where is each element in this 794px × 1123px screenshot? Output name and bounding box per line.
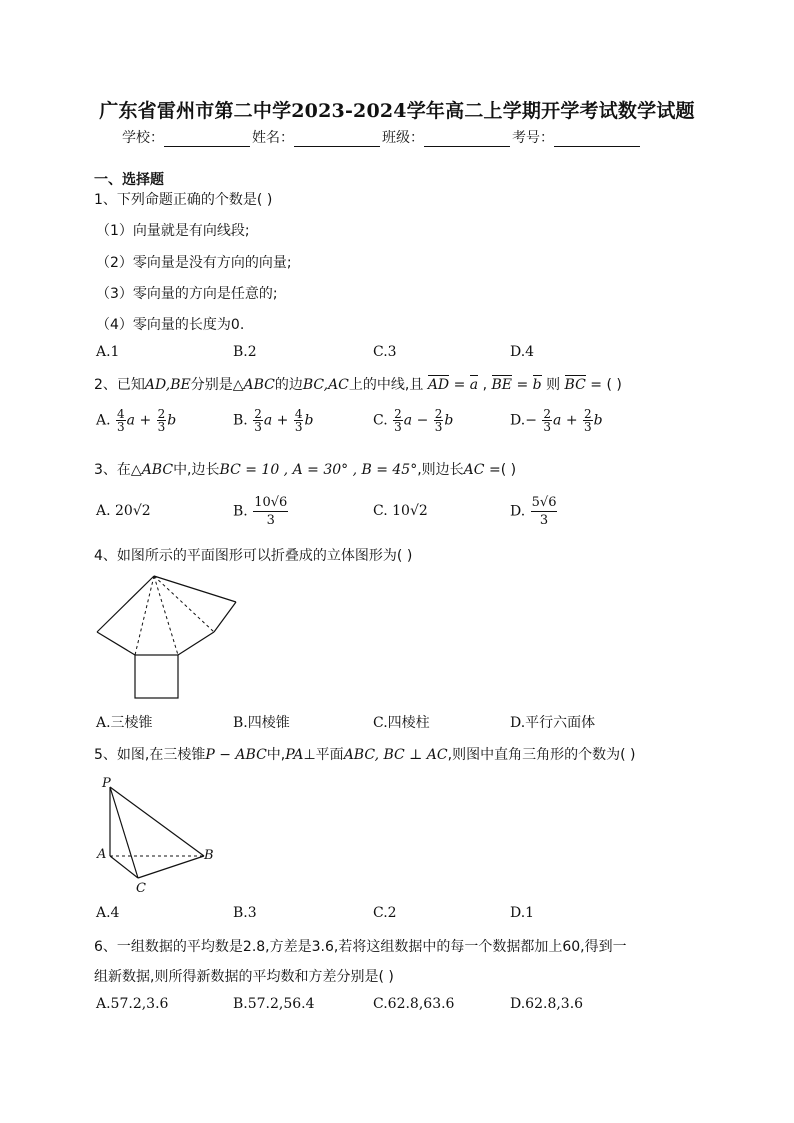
q2-option-c-coef1: $\frac{2}{3}$ <box>394 407 402 434</box>
q2-option-b-op: + <box>276 412 289 429</box>
q2-option-c-var1: a <box>403 412 413 429</box>
q2-vector-be: BE <box>491 377 513 393</box>
q5-option-d[interactable]: D.1 <box>510 905 535 921</box>
q5-stem-end: ,则图中直角三角形的个数为( ) <box>447 747 636 763</box>
q3-stem-mid: 中,边长 <box>173 462 220 478</box>
name-blank[interactable] <box>294 132 380 147</box>
q4-net-fold-line <box>135 576 154 655</box>
q4-net-edge <box>214 602 236 632</box>
q5-label-c: C <box>136 881 146 896</box>
q2-vector-bc: BC <box>564 377 586 393</box>
q2-stem-prefix: 2、已知 <box>94 377 145 393</box>
q6-stem-line1: 6、一组数据的平均数是2.8,方差是3.6,若将这组数据中的每一个数据都加上60,得到一 <box>94 939 627 955</box>
q3-stem-triangle: △ABC <box>130 462 174 478</box>
q3-option-c[interactable] <box>373 503 428 519</box>
q2-option-c[interactable] <box>373 408 453 433</box>
q6-option-c[interactable]: C.62.8,63.6 <box>373 996 455 1012</box>
q3-option-b-label: B. <box>233 503 248 520</box>
q3-option-b[interactable] <box>233 494 289 529</box>
q1-item-1: （1）向量就是有向线段; <box>96 223 250 239</box>
q5-edge-ac <box>110 856 138 878</box>
q3-option-a-value: 20√2 <box>115 503 151 519</box>
q1-option-d[interactable]: D.4 <box>510 344 535 360</box>
q5-edge-pc <box>110 787 138 878</box>
q2-stem-then: 则 <box>546 377 561 393</box>
q5-label-b: B <box>204 848 214 863</box>
school-label: 学校： <box>122 130 164 146</box>
class-label: 班级： <box>382 130 424 146</box>
q5-label-a: A <box>97 847 107 862</box>
q2-option-d-var2: b <box>593 412 603 429</box>
q2-stem-triangle: △ABC <box>232 377 275 393</box>
q2-option-b-var1: a <box>263 412 273 429</box>
class-blank[interactable] <box>424 132 510 147</box>
q2-option-a-var1: a <box>126 412 136 429</box>
q2-stem: 2、已知AD,BE分别是△ABC的边BC,AC上的中线,且 AD = a , BE = b 则 BC = ( ) <box>94 377 622 393</box>
q6-stem-line2: 组新数据,则所得新数据的平均数和方差分别是( ) <box>94 969 394 985</box>
q4-stem: 4、如图所示的平面图形可以折叠成的立体图形为( ) <box>94 548 413 564</box>
q2-option-c-coef2: $\frac{2}{3}$ <box>434 407 443 434</box>
q5-edge-bc <box>138 856 204 878</box>
q1-stem: 1、下列命题正确的个数是( ) <box>94 192 273 208</box>
q2-option-d-coef2: $\frac{2}{3}$ <box>584 407 592 434</box>
q3-stem-prefix: 3、在 <box>94 462 131 478</box>
q2-option-b-label: B. <box>233 412 248 429</box>
q4-option-b[interactable]: B.四棱锥 <box>233 715 290 731</box>
q5-stem-abc: ABC <box>343 747 375 763</box>
q1-option-c[interactable]: C.3 <box>373 344 397 360</box>
q3-stem-end: ,则边长 <box>417 462 464 478</box>
q2-option-d-var1: a <box>553 412 562 429</box>
q3-option-a-label: A. <box>96 503 111 519</box>
q5-pyramid-figure <box>94 772 224 898</box>
q2-option-a-coef2: $\frac{2}{3}$ <box>157 407 166 434</box>
q5-option-c[interactable]: C.2 <box>373 905 397 921</box>
q2-vector-ad: AD <box>427 377 450 393</box>
q2-vector-b: b <box>532 377 542 393</box>
q2-option-a-var2: b <box>167 412 177 429</box>
q2-option-a-coef1: $\frac{4}{3}$ <box>117 407 125 434</box>
q4-net-edge <box>178 632 214 655</box>
q2-stem-mid2: 的边 <box>274 377 303 393</box>
q6-option-d[interactable]: D.62.8,3.6 <box>510 996 584 1012</box>
q4-option-a[interactable]: A.三棱锥 <box>96 715 153 731</box>
q2-option-b-coef1: $\frac{2}{3}$ <box>254 407 262 434</box>
q4-net-edge <box>97 632 135 655</box>
q4-net-fold-line <box>154 576 178 655</box>
q2-option-d-op: + <box>565 412 578 429</box>
q1-option-a[interactable]: A.1 <box>96 344 120 360</box>
q5-option-b[interactable]: B.3 <box>233 905 257 921</box>
q4-net-base-square <box>135 655 178 698</box>
name-label: 姓名： <box>252 130 294 146</box>
q5-stem-prefix: 5、如图,在三棱锥 <box>94 747 206 763</box>
page-title: 广东省雷州市第二中学2023-2024学年高二上学期开学考试数学试题 <box>99 100 695 122</box>
q6-option-b[interactable]: B.57.2,56.4 <box>233 996 315 1012</box>
q3-stem-conditions: BC = 10 , A = 30° , B = 45° <box>219 462 418 478</box>
q2-vector-a: a <box>469 377 479 393</box>
school-blank[interactable] <box>164 132 250 147</box>
q2-option-d-label: D. <box>510 412 526 429</box>
q5-stem-pyramid: P − ABC <box>205 747 267 763</box>
q4-net-figure <box>94 573 244 703</box>
q3-option-b-fraction: $\frac{10√6}{3}$ <box>254 495 288 528</box>
q4-net-edge <box>97 576 154 632</box>
q2-stem-medians: AD,BE <box>144 377 191 393</box>
q4-net-edge <box>154 576 236 602</box>
q5-edge-pb <box>110 787 204 856</box>
q2-option-b[interactable] <box>233 408 313 433</box>
q1-item-4: （4）零向量的长度为0. <box>96 317 245 333</box>
q2-stem-sides: BC,AC <box>302 377 349 393</box>
q5-stem-mid2: ⊥平面 <box>303 747 344 763</box>
section-heading: 一、选择题 <box>94 172 164 188</box>
q3-stem-paren: ( ) <box>500 462 517 478</box>
q3-option-c-value: 10√2 <box>392 503 428 519</box>
q2-option-b-var2: b <box>304 412 314 429</box>
q2-option-d-sign: − <box>525 412 537 429</box>
q2-option-c-op: − <box>416 412 429 429</box>
q2-option-a-label: A. <box>96 412 111 429</box>
q5-stem <box>94 744 635 764</box>
q2-option-c-var2: b <box>444 412 454 429</box>
student-info-line <box>122 127 642 147</box>
q1-item-3: （3）零向量的方向是任意的; <box>96 286 278 302</box>
q5-stem-pa: PA <box>285 747 304 763</box>
q2-option-b-coef2: $\frac{4}{3}$ <box>294 407 303 434</box>
q6-option-a[interactable]: A.57.2,3.6 <box>96 996 169 1012</box>
q5-stem-mid: 中, <box>266 747 286 763</box>
q1-option-b[interactable]: B.2 <box>233 344 257 360</box>
q3-option-a[interactable] <box>96 503 151 519</box>
q5-option-a[interactable]: A.4 <box>96 905 120 921</box>
q2-stem-mid3: 上的中线,且 <box>348 377 424 393</box>
id-label: 考号： <box>512 130 554 146</box>
q3-option-d-fraction: $\frac{5√6}{3}$ <box>531 495 557 528</box>
q5-stem-bc-ac: , BC ⊥ AC <box>374 747 448 763</box>
q2-stem-end: = ( ) <box>590 377 622 393</box>
q2-option-d[interactable] <box>510 408 603 433</box>
q3-stem-ac: AC = <box>463 462 501 478</box>
q3-option-c-label: C. <box>373 503 388 519</box>
q2-option-d-coef1: $\frac{2}{3}$ <box>543 407 552 434</box>
q3-option-d[interactable] <box>510 494 558 529</box>
q1-item-2: （2）零向量是没有方向的向量; <box>96 255 292 271</box>
q2-option-a-op: + <box>139 412 152 429</box>
q2-stem-mid: 分别是 <box>190 377 233 393</box>
q4-option-c[interactable]: C.四棱柱 <box>373 715 430 731</box>
q4-option-d[interactable]: D.平行六面体 <box>510 715 596 731</box>
id-blank[interactable] <box>554 132 640 147</box>
q5-label-p: P <box>102 776 111 791</box>
q3-option-d-label: D. <box>510 503 526 520</box>
q2-option-c-label: C. <box>373 412 388 429</box>
q4-net-fold-line <box>154 576 214 632</box>
q3-stem <box>94 459 516 479</box>
q2-option-a[interactable] <box>96 408 176 433</box>
